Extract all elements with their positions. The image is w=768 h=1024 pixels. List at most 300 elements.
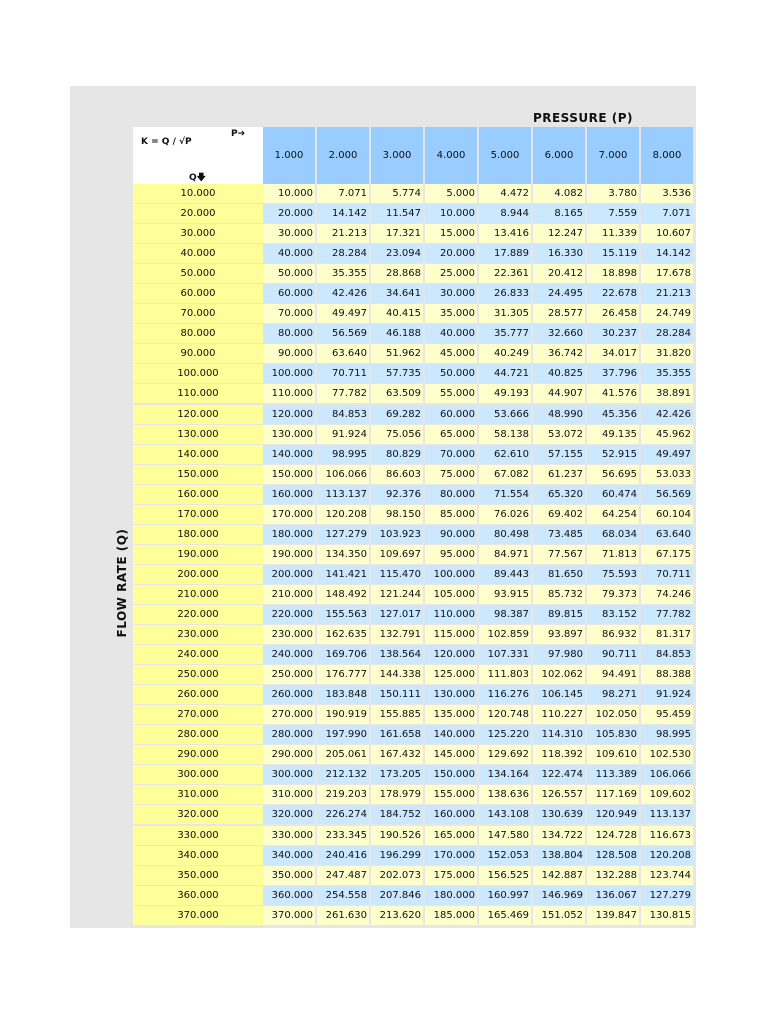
k-value-cell[interactable]: 40.000 xyxy=(263,244,315,263)
k-value-cell[interactable]: 77.567 xyxy=(533,545,585,564)
flow-rate-cell[interactable]: 260.000 xyxy=(133,685,263,704)
k-value-cell[interactable]: 21.213 xyxy=(641,284,693,303)
k-value-cell[interactable]: 169.706 xyxy=(317,645,369,664)
k-value-cell[interactable]: 12.247 xyxy=(533,224,585,243)
k-value-cell[interactable]: 113.137 xyxy=(641,805,693,824)
k-value-cell[interactable]: 18.898 xyxy=(587,264,639,283)
k-value-cell[interactable]: 60.000 xyxy=(425,405,477,424)
k-value-cell[interactable]: 34.017 xyxy=(587,344,639,363)
k-value-cell[interactable]: 175.000 xyxy=(425,866,477,885)
k-value-cell[interactable]: 35.355 xyxy=(317,264,369,283)
pressure-header-cell[interactable]: 3.000 xyxy=(371,127,423,184)
k-value-cell[interactable]: 125.000 xyxy=(425,665,477,684)
flow-rate-cell[interactable]: 60.000 xyxy=(133,284,263,303)
k-value-cell[interactable]: 170.000 xyxy=(425,846,477,865)
k-value-cell[interactable]: 53.666 xyxy=(479,405,531,424)
k-value-cell[interactable]: 60.104 xyxy=(641,505,693,524)
k-value-cell[interactable]: 35.777 xyxy=(479,324,531,343)
k-value-cell[interactable]: 92.376 xyxy=(371,485,423,504)
k-value-cell[interactable]: 310.000 xyxy=(263,785,315,804)
k-value-cell[interactable]: 17.321 xyxy=(371,224,423,243)
k-value-cell[interactable]: 70.711 xyxy=(317,364,369,383)
k-value-cell[interactable]: 102.530 xyxy=(641,745,693,764)
k-value-cell[interactable]: 240.000 xyxy=(263,645,315,664)
k-value-cell[interactable]: 84.853 xyxy=(641,645,693,664)
k-value-cell[interactable]: 290.000 xyxy=(263,745,315,764)
k-value-cell[interactable]: 138.564 xyxy=(371,645,423,664)
k-value-cell[interactable]: 10.000 xyxy=(425,204,477,223)
k-value-cell[interactable]: 280.000 xyxy=(263,725,315,744)
k-value-cell[interactable]: 360.000 xyxy=(263,886,315,905)
k-value-cell[interactable]: 65.000 xyxy=(425,425,477,444)
k-value-cell[interactable]: 84.853 xyxy=(317,405,369,424)
k-value-cell[interactable]: 103.923 xyxy=(371,525,423,544)
k-value-cell[interactable]: 230.000 xyxy=(263,625,315,644)
k-value-cell[interactable]: 106.145 xyxy=(533,685,585,704)
flow-rate-cell[interactable]: 370.000 xyxy=(133,906,263,925)
k-value-cell[interactable]: 22.361 xyxy=(479,264,531,283)
k-value-cell[interactable]: 102.050 xyxy=(587,705,639,724)
k-value-cell[interactable]: 176.777 xyxy=(317,665,369,684)
k-value-cell[interactable]: 123.744 xyxy=(641,866,693,885)
k-value-cell[interactable]: 190.526 xyxy=(371,826,423,845)
k-value-cell[interactable]: 83.152 xyxy=(587,605,639,624)
flow-rate-cell[interactable]: 210.000 xyxy=(133,585,263,604)
k-value-cell[interactable]: 55.000 xyxy=(425,384,477,403)
k-value-cell[interactable]: 23.094 xyxy=(371,244,423,263)
k-value-cell[interactable]: 8.944 xyxy=(479,204,531,223)
k-value-cell[interactable]: 24.749 xyxy=(641,304,693,323)
k-value-cell[interactable]: 127.279 xyxy=(317,525,369,544)
k-value-cell[interactable]: 233.345 xyxy=(317,826,369,845)
flow-rate-cell[interactable]: 90.000 xyxy=(133,344,263,363)
k-value-cell[interactable]: 150.000 xyxy=(425,765,477,784)
k-value-cell[interactable]: 30.000 xyxy=(263,224,315,243)
k-value-cell[interactable]: 121.244 xyxy=(371,585,423,604)
k-value-cell[interactable]: 120.748 xyxy=(479,705,531,724)
k-value-cell[interactable]: 350.000 xyxy=(263,866,315,885)
k-value-cell[interactable]: 141.421 xyxy=(317,565,369,584)
k-value-cell[interactable]: 70.000 xyxy=(425,445,477,464)
k-value-cell[interactable]: 81.650 xyxy=(533,565,585,584)
pressure-header-cell[interactable]: 4.000 xyxy=(425,127,477,184)
k-value-cell[interactable]: 200.000 xyxy=(263,565,315,584)
k-value-cell[interactable]: 77.782 xyxy=(317,384,369,403)
k-value-cell[interactable]: 130.000 xyxy=(425,685,477,704)
k-value-cell[interactable]: 26.833 xyxy=(479,284,531,303)
k-value-cell[interactable]: 44.907 xyxy=(533,384,585,403)
k-value-cell[interactable]: 60.474 xyxy=(587,485,639,504)
flow-rate-cell[interactable]: 250.000 xyxy=(133,665,263,684)
flow-rate-cell[interactable]: 230.000 xyxy=(133,625,263,644)
k-value-cell[interactable]: 57.735 xyxy=(371,364,423,383)
k-value-cell[interactable]: 75.593 xyxy=(587,565,639,584)
k-value-cell[interactable]: 161.658 xyxy=(371,725,423,744)
k-value-cell[interactable]: 100.000 xyxy=(263,364,315,383)
k-value-cell[interactable]: 69.402 xyxy=(533,505,585,524)
k-value-cell[interactable]: 102.062 xyxy=(533,665,585,684)
k-value-cell[interactable]: 160.000 xyxy=(425,805,477,824)
k-value-cell[interactable]: 116.673 xyxy=(641,826,693,845)
k-value-cell[interactable]: 135.000 xyxy=(425,705,477,724)
k-value-cell[interactable]: 71.554 xyxy=(479,485,531,504)
k-value-cell[interactable]: 113.137 xyxy=(317,485,369,504)
k-value-cell[interactable]: 185.000 xyxy=(425,906,477,925)
k-value-cell[interactable]: 76.026 xyxy=(479,505,531,524)
k-value-cell[interactable]: 7.071 xyxy=(641,204,693,223)
flow-rate-cell[interactable]: 100.000 xyxy=(133,364,263,383)
k-value-cell[interactable]: 81.317 xyxy=(641,625,693,644)
k-value-cell[interactable]: 28.868 xyxy=(371,264,423,283)
k-value-cell[interactable]: 4.472 xyxy=(479,184,531,203)
flow-rate-cell[interactable]: 240.000 xyxy=(133,645,263,664)
k-value-cell[interactable]: 152.053 xyxy=(479,846,531,865)
k-value-cell[interactable]: 140.000 xyxy=(425,725,477,744)
k-value-cell[interactable]: 370.000 xyxy=(263,906,315,925)
k-value-cell[interactable]: 205.061 xyxy=(317,745,369,764)
flow-rate-cell[interactable]: 190.000 xyxy=(133,545,263,564)
k-value-cell[interactable]: 95.459 xyxy=(641,705,693,724)
k-value-cell[interactable]: 65.320 xyxy=(533,485,585,504)
k-value-cell[interactable]: 52.915 xyxy=(587,445,639,464)
k-value-cell[interactable]: 13.416 xyxy=(479,224,531,243)
k-value-cell[interactable]: 15.000 xyxy=(425,224,477,243)
flow-rate-cell[interactable]: 140.000 xyxy=(133,445,263,464)
k-value-cell[interactable]: 105.000 xyxy=(425,585,477,604)
k-value-cell[interactable]: 196.299 xyxy=(371,846,423,865)
flow-rate-cell[interactable]: 30.000 xyxy=(133,224,263,243)
k-value-cell[interactable]: 180.000 xyxy=(263,525,315,544)
k-value-cell[interactable]: 14.142 xyxy=(641,244,693,263)
k-value-cell[interactable]: 31.305 xyxy=(479,304,531,323)
k-value-cell[interactable]: 117.169 xyxy=(587,785,639,804)
k-value-cell[interactable]: 110.000 xyxy=(263,384,315,403)
k-value-cell[interactable]: 56.695 xyxy=(587,465,639,484)
k-value-cell[interactable]: 110.227 xyxy=(533,705,585,724)
k-value-cell[interactable]: 7.559 xyxy=(587,204,639,223)
k-value-cell[interactable]: 86.932 xyxy=(587,625,639,644)
k-value-cell[interactable]: 212.132 xyxy=(317,765,369,784)
k-value-cell[interactable]: 98.995 xyxy=(641,725,693,744)
flow-rate-cell[interactable]: 150.000 xyxy=(133,465,263,484)
k-value-cell[interactable]: 300.000 xyxy=(263,765,315,784)
k-value-cell[interactable]: 40.000 xyxy=(425,324,477,343)
k-value-cell[interactable]: 120.208 xyxy=(317,505,369,524)
k-value-cell[interactable]: 93.897 xyxy=(533,625,585,644)
k-value-cell[interactable]: 97.980 xyxy=(533,645,585,664)
k-value-cell[interactable]: 84.971 xyxy=(479,545,531,564)
k-value-cell[interactable]: 53.033 xyxy=(641,465,693,484)
flow-rate-cell[interactable]: 330.000 xyxy=(133,826,263,845)
k-value-cell[interactable]: 51.962 xyxy=(371,344,423,363)
k-value-cell[interactable]: 70.711 xyxy=(641,565,693,584)
k-value-cell[interactable]: 270.000 xyxy=(263,705,315,724)
k-value-cell[interactable]: 5.774 xyxy=(371,184,423,203)
k-value-cell[interactable]: 155.885 xyxy=(371,705,423,724)
k-value-cell[interactable]: 24.495 xyxy=(533,284,585,303)
k-value-cell[interactable]: 106.066 xyxy=(317,465,369,484)
k-value-cell[interactable]: 136.067 xyxy=(587,886,639,905)
k-value-cell[interactable]: 132.288 xyxy=(587,866,639,885)
k-value-cell[interactable]: 85.732 xyxy=(533,585,585,604)
k-value-cell[interactable]: 69.282 xyxy=(371,405,423,424)
k-value-cell[interactable]: 109.697 xyxy=(371,545,423,564)
k-value-cell[interactable]: 77.782 xyxy=(641,605,693,624)
k-value-cell[interactable]: 68.034 xyxy=(587,525,639,544)
k-value-cell[interactable]: 134.350 xyxy=(317,545,369,564)
k-value-cell[interactable]: 70.000 xyxy=(263,304,315,323)
k-value-cell[interactable]: 107.331 xyxy=(479,645,531,664)
k-value-cell[interactable]: 102.859 xyxy=(479,625,531,644)
k-value-cell[interactable]: 340.000 xyxy=(263,846,315,865)
flow-rate-cell[interactable]: 70.000 xyxy=(133,304,263,323)
k-value-cell[interactable]: 162.635 xyxy=(317,625,369,644)
k-value-cell[interactable]: 3.536 xyxy=(641,184,693,203)
k-value-cell[interactable]: 85.000 xyxy=(425,505,477,524)
flow-rate-cell[interactable]: 340.000 xyxy=(133,846,263,865)
k-value-cell[interactable]: 63.640 xyxy=(641,525,693,544)
k-value-cell[interactable]: 56.569 xyxy=(317,324,369,343)
k-value-cell[interactable]: 148.492 xyxy=(317,585,369,604)
k-value-cell[interactable]: 48.990 xyxy=(533,405,585,424)
k-value-cell[interactable]: 113.389 xyxy=(587,765,639,784)
k-value-cell[interactable]: 20.000 xyxy=(263,204,315,223)
k-value-cell[interactable]: 14.142 xyxy=(317,204,369,223)
k-value-cell[interactable]: 67.082 xyxy=(479,465,531,484)
k-value-cell[interactable]: 61.237 xyxy=(533,465,585,484)
k-value-cell[interactable]: 260.000 xyxy=(263,685,315,704)
k-value-cell[interactable]: 4.082 xyxy=(533,184,585,203)
k-value-cell[interactable]: 100.000 xyxy=(425,565,477,584)
flow-rate-cell[interactable]: 160.000 xyxy=(133,485,263,504)
k-value-cell[interactable]: 63.509 xyxy=(371,384,423,403)
flow-rate-cell[interactable]: 200.000 xyxy=(133,565,263,584)
k-value-cell[interactable]: 98.271 xyxy=(587,685,639,704)
k-value-cell[interactable]: 109.602 xyxy=(641,785,693,804)
k-value-cell[interactable]: 155.000 xyxy=(425,785,477,804)
flow-rate-cell[interactable]: 220.000 xyxy=(133,605,263,624)
k-value-cell[interactable]: 134.164 xyxy=(479,765,531,784)
k-value-cell[interactable]: 50.000 xyxy=(263,264,315,283)
k-value-cell[interactable]: 330.000 xyxy=(263,826,315,845)
k-value-cell[interactable]: 45.000 xyxy=(425,344,477,363)
k-value-cell[interactable]: 184.752 xyxy=(371,805,423,824)
k-value-cell[interactable]: 90.000 xyxy=(263,344,315,363)
k-value-cell[interactable]: 130.815 xyxy=(641,906,693,925)
pressure-header-cell[interactable]: 1.000 xyxy=(263,127,315,184)
k-value-cell[interactable]: 132.791 xyxy=(371,625,423,644)
k-value-cell[interactable]: 67.175 xyxy=(641,545,693,564)
k-value-cell[interactable]: 20.412 xyxy=(533,264,585,283)
k-value-cell[interactable]: 98.995 xyxy=(317,445,369,464)
k-value-cell[interactable]: 62.610 xyxy=(479,445,531,464)
k-value-cell[interactable]: 110.000 xyxy=(425,605,477,624)
flow-rate-cell[interactable]: 110.000 xyxy=(133,384,263,403)
k-value-cell[interactable]: 30.237 xyxy=(587,324,639,343)
k-value-cell[interactable]: 37.796 xyxy=(587,364,639,383)
k-value-cell[interactable]: 58.138 xyxy=(479,425,531,444)
k-value-cell[interactable]: 145.000 xyxy=(425,745,477,764)
k-value-cell[interactable]: 36.742 xyxy=(533,344,585,363)
k-value-cell[interactable]: 46.188 xyxy=(371,324,423,343)
flow-rate-cell[interactable]: 80.000 xyxy=(133,324,263,343)
k-value-cell[interactable]: 71.813 xyxy=(587,545,639,564)
flow-rate-cell[interactable]: 280.000 xyxy=(133,725,263,744)
k-value-cell[interactable]: 180.000 xyxy=(425,886,477,905)
k-value-cell[interactable]: 31.820 xyxy=(641,344,693,363)
k-value-cell[interactable]: 151.052 xyxy=(533,906,585,925)
k-value-cell[interactable]: 320.000 xyxy=(263,805,315,824)
k-value-cell[interactable]: 98.387 xyxy=(479,605,531,624)
corner-header-cell[interactable] xyxy=(133,127,263,184)
pressure-header-cell[interactable]: 7.000 xyxy=(587,127,639,184)
k-value-cell[interactable]: 90.711 xyxy=(587,645,639,664)
flow-rate-cell[interactable]: 360.000 xyxy=(133,886,263,905)
k-value-cell[interactable]: 94.491 xyxy=(587,665,639,684)
flow-rate-cell[interactable]: 320.000 xyxy=(133,805,263,824)
k-value-cell[interactable]: 147.580 xyxy=(479,826,531,845)
k-value-cell[interactable]: 73.485 xyxy=(533,525,585,544)
k-value-cell[interactable]: 80.829 xyxy=(371,445,423,464)
k-value-cell[interactable]: 247.487 xyxy=(317,866,369,885)
k-value-cell[interactable]: 219.203 xyxy=(317,785,369,804)
k-value-cell[interactable]: 28.577 xyxy=(533,304,585,323)
k-value-cell[interactable]: 40.825 xyxy=(533,364,585,383)
k-value-cell[interactable]: 30.000 xyxy=(425,284,477,303)
k-value-cell[interactable]: 91.924 xyxy=(317,425,369,444)
k-value-cell[interactable]: 64.254 xyxy=(587,505,639,524)
k-value-cell[interactable]: 130.000 xyxy=(263,425,315,444)
k-value-cell[interactable]: 160.000 xyxy=(263,485,315,504)
pressure-header-cell[interactable]: 2.000 xyxy=(317,127,369,184)
k-value-cell[interactable]: 42.426 xyxy=(641,405,693,424)
k-value-cell[interactable]: 10.000 xyxy=(263,184,315,203)
k-value-cell[interactable]: 79.373 xyxy=(587,585,639,604)
k-value-cell[interactable]: 80.000 xyxy=(425,485,477,504)
k-value-cell[interactable]: 11.547 xyxy=(371,204,423,223)
flow-rate-cell[interactable]: 350.000 xyxy=(133,866,263,885)
k-value-cell[interactable]: 45.356 xyxy=(587,405,639,424)
k-value-cell[interactable]: 190.000 xyxy=(263,545,315,564)
k-value-cell[interactable]: 49.193 xyxy=(479,384,531,403)
k-value-cell[interactable]: 111.803 xyxy=(479,665,531,684)
k-value-cell[interactable]: 10.607 xyxy=(641,224,693,243)
k-value-cell[interactable]: 150.111 xyxy=(371,685,423,704)
k-value-cell[interactable]: 173.205 xyxy=(371,765,423,784)
k-value-cell[interactable]: 60.000 xyxy=(263,284,315,303)
k-value-cell[interactable]: 197.990 xyxy=(317,725,369,744)
flow-rate-cell[interactable]: 20.000 xyxy=(133,204,263,223)
flow-rate-cell[interactable]: 120.000 xyxy=(133,405,263,424)
k-value-cell[interactable]: 40.415 xyxy=(371,304,423,323)
k-value-cell[interactable]: 28.284 xyxy=(641,324,693,343)
k-value-cell[interactable]: 150.000 xyxy=(263,465,315,484)
k-value-cell[interactable]: 178.979 xyxy=(371,785,423,804)
k-value-cell[interactable]: 91.924 xyxy=(641,685,693,704)
k-value-cell[interactable]: 80.498 xyxy=(479,525,531,544)
k-value-cell[interactable]: 75.056 xyxy=(371,425,423,444)
k-value-cell[interactable]: 183.848 xyxy=(317,685,369,704)
flow-rate-cell[interactable]: 130.000 xyxy=(133,425,263,444)
k-value-cell[interactable]: 90.000 xyxy=(425,525,477,544)
k-value-cell[interactable]: 165.469 xyxy=(479,906,531,925)
k-value-cell[interactable]: 134.722 xyxy=(533,826,585,845)
flow-rate-cell[interactable]: 270.000 xyxy=(133,705,263,724)
k-value-cell[interactable]: 138.804 xyxy=(533,846,585,865)
k-value-cell[interactable]: 213.620 xyxy=(371,906,423,925)
k-value-cell[interactable]: 35.355 xyxy=(641,364,693,383)
k-value-cell[interactable]: 160.997 xyxy=(479,886,531,905)
k-value-cell[interactable]: 63.640 xyxy=(317,344,369,363)
flow-rate-cell[interactable]: 170.000 xyxy=(133,505,263,524)
k-value-cell[interactable]: 127.279 xyxy=(641,886,693,905)
k-value-cell[interactable]: 28.284 xyxy=(317,244,369,263)
k-value-cell[interactable]: 120.000 xyxy=(263,405,315,424)
k-value-cell[interactable]: 5.000 xyxy=(425,184,477,203)
k-value-cell[interactable]: 202.073 xyxy=(371,866,423,885)
k-value-cell[interactable]: 34.641 xyxy=(371,284,423,303)
k-value-cell[interactable]: 122.474 xyxy=(533,765,585,784)
k-value-cell[interactable]: 120.949 xyxy=(587,805,639,824)
k-value-cell[interactable]: 115.000 xyxy=(425,625,477,644)
pressure-header-cell[interactable]: 8.000 xyxy=(641,127,693,184)
k-value-cell[interactable]: 22.678 xyxy=(587,284,639,303)
k-value-cell[interactable]: 17.889 xyxy=(479,244,531,263)
flow-rate-cell[interactable]: 310.000 xyxy=(133,785,263,804)
k-value-cell[interactable]: 49.497 xyxy=(317,304,369,323)
k-value-cell[interactable]: 35.000 xyxy=(425,304,477,323)
k-value-cell[interactable]: 170.000 xyxy=(263,505,315,524)
k-value-cell[interactable]: 16.330 xyxy=(533,244,585,263)
k-value-cell[interactable]: 80.000 xyxy=(263,324,315,343)
flow-rate-cell[interactable]: 300.000 xyxy=(133,765,263,784)
k-value-cell[interactable]: 140.000 xyxy=(263,445,315,464)
k-value-cell[interactable]: 139.847 xyxy=(587,906,639,925)
k-value-cell[interactable]: 106.066 xyxy=(641,765,693,784)
pressure-header-cell[interactable]: 5.000 xyxy=(479,127,531,184)
k-value-cell[interactable]: 11.339 xyxy=(587,224,639,243)
k-value-cell[interactable]: 26.458 xyxy=(587,304,639,323)
k-value-cell[interactable]: 130.639 xyxy=(533,805,585,824)
k-value-cell[interactable]: 49.135 xyxy=(587,425,639,444)
k-value-cell[interactable]: 120.208 xyxy=(641,846,693,865)
k-value-cell[interactable]: 226.274 xyxy=(317,805,369,824)
k-value-cell[interactable]: 129.692 xyxy=(479,745,531,764)
k-value-cell[interactable]: 190.919 xyxy=(317,705,369,724)
k-value-cell[interactable]: 75.000 xyxy=(425,465,477,484)
k-value-cell[interactable]: 88.388 xyxy=(641,665,693,684)
k-value-cell[interactable]: 146.969 xyxy=(533,886,585,905)
k-value-cell[interactable]: 32.660 xyxy=(533,324,585,343)
k-value-cell[interactable]: 210.000 xyxy=(263,585,315,604)
k-value-cell[interactable]: 93.915 xyxy=(479,585,531,604)
k-value-cell[interactable]: 50.000 xyxy=(425,364,477,383)
k-value-cell[interactable]: 3.780 xyxy=(587,184,639,203)
k-value-cell[interactable]: 144.338 xyxy=(371,665,423,684)
k-value-cell[interactable]: 115.470 xyxy=(371,565,423,584)
k-value-cell[interactable]: 114.310 xyxy=(533,725,585,744)
k-value-cell[interactable]: 240.416 xyxy=(317,846,369,865)
k-value-cell[interactable]: 15.119 xyxy=(587,244,639,263)
k-value-cell[interactable]: 53.072 xyxy=(533,425,585,444)
k-value-cell[interactable]: 98.150 xyxy=(371,505,423,524)
k-value-cell[interactable]: 89.815 xyxy=(533,605,585,624)
k-value-cell[interactable]: 40.249 xyxy=(479,344,531,363)
k-value-cell[interactable]: 167.432 xyxy=(371,745,423,764)
k-value-cell[interactable]: 89.443 xyxy=(479,565,531,584)
k-value-cell[interactable]: 124.728 xyxy=(587,826,639,845)
flow-rate-cell[interactable]: 40.000 xyxy=(133,244,263,263)
